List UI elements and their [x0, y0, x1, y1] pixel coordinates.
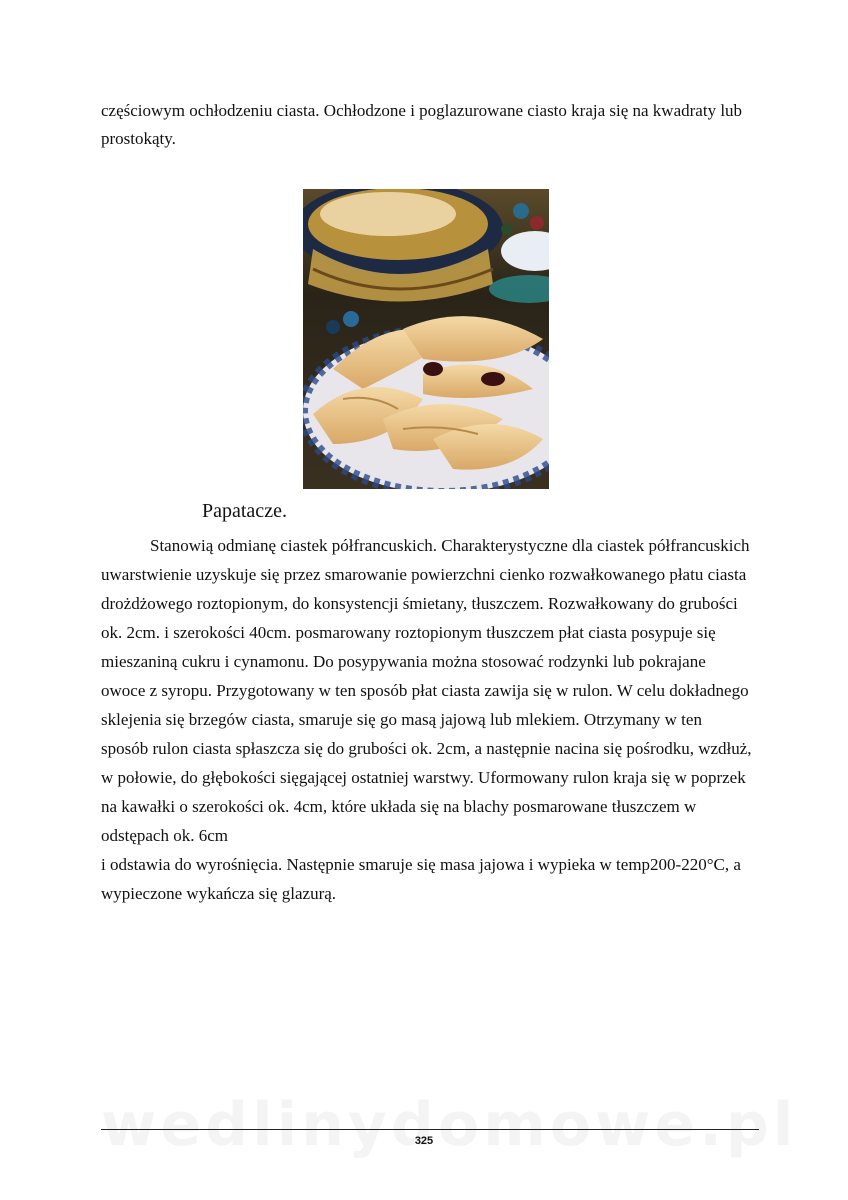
text-line: częściowym ochłodzeniu ciasta. Ochłodzone i poglazurowane ciasto kraja się na kwadraty lub: [101, 101, 743, 120]
page-number: 325: [414, 1135, 434, 1147]
text-line: i odstawia do wyrośnięcia. Następnie smaruje się masa jajowa i wypieka w temp200-220°C, a: [101, 855, 741, 874]
text-line: uwarstwienie uzyskuje się przez smarowanie powierzchni cienko rozwałkowanego płatu ciasta: [101, 565, 747, 584]
text-line: drożdżowego roztopionym, do konsystencji śmietany, tłuszczem. Rozwałkowany do grubości: [101, 594, 738, 613]
section-heading: Papatacze.: [202, 500, 287, 522]
text-line: wypieczone wykańcza się glazurą.: [101, 884, 337, 903]
text-line: na kawałki o szerokości ok. 4cm, które układa się na blachy posmarowane tłuszczem w: [101, 797, 697, 816]
pastry-photo: [303, 189, 549, 489]
footer-rule: [101, 1129, 759, 1130]
text-line: owoce z syropu. Przygotowany w ten sposób płat ciasta zawija się w rulon. W celu dokładnego: [101, 681, 749, 700]
text-line: mieszaniną cukru i cynamonu. Do posypywania można stosować rodzynki lub pokrajane: [101, 652, 706, 671]
text-line: prostokąty.: [101, 129, 176, 148]
watermark: [101, 1090, 761, 1160]
text-line: odstępach ok. 6cm: [101, 826, 228, 845]
text-line: w połowie, do głębokości sięgającej ostatniej warstwy. Uformowany rulon kraja się w poprzek: [101, 768, 746, 787]
text-line: ok. 2cm. i szerokości 40cm. posmarowany roztopionym tłuszczem płat ciasta posypuje się: [101, 623, 716, 642]
text-line: sklejenia się brzegów ciasta, smaruje się go masą jajową lub mlekiem. Otrzymany w ten: [101, 710, 702, 729]
text-line: sposób rulon ciasta spłaszcza się do grubości ok. 2cm, a następnie nacina się pośrodku, wzdłuż,: [101, 739, 752, 758]
text-line: Stanowią odmianę ciastek półfrancuskich. Charakterystyczne dla ciastek półfrancuskich: [150, 536, 750, 555]
